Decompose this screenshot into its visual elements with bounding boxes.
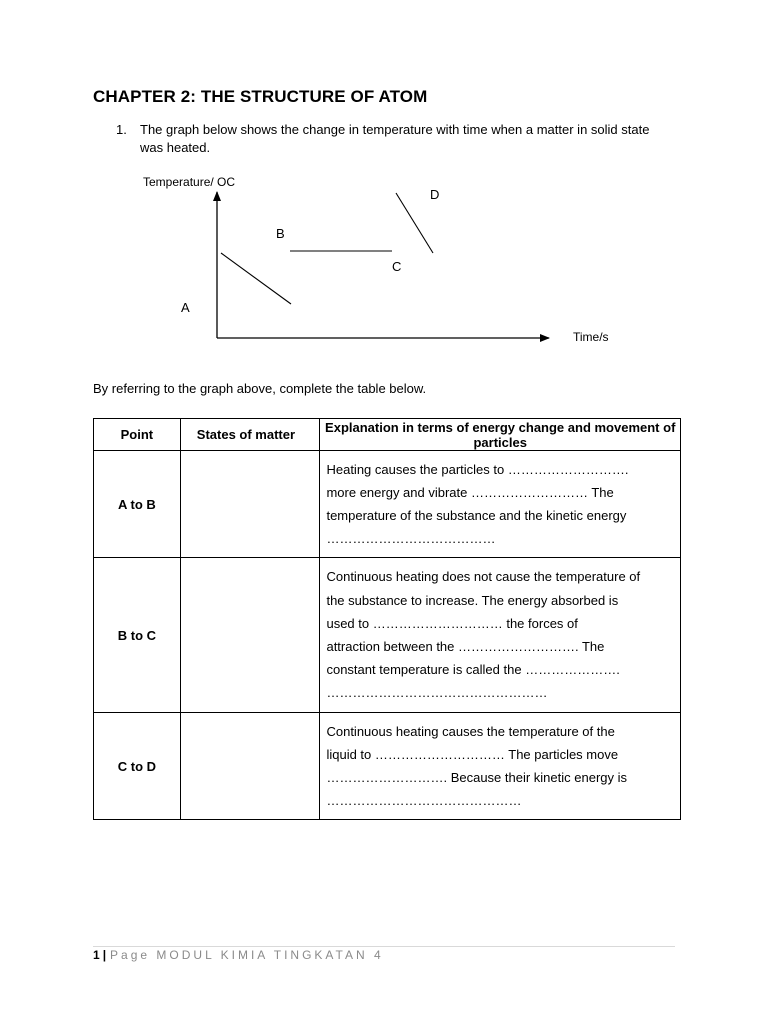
point-label-b: B	[276, 226, 285, 241]
point-label-d: D	[430, 187, 440, 202]
x-axis-label: Time/s	[573, 330, 609, 344]
question-text: The graph below shows the change in temperature with time when a matter in solid state was heated.	[140, 122, 650, 155]
footer-separator: |	[102, 948, 107, 962]
explanation-line: Continuous heating does not cause the temperature of	[326, 569, 641, 585]
answer-table	[93, 418, 681, 820]
header-explanation: Explanation in terms of energy change and movement of particles	[320, 419, 681, 451]
explanation-line: temperature of the substance and the kinetic energy	[326, 508, 627, 523]
row-point: B to C	[94, 558, 181, 713]
page-number: 1	[93, 948, 100, 962]
page-footer	[93, 948, 384, 962]
segment-a-b	[221, 253, 291, 304]
row-state-cell[interactable]	[180, 451, 320, 558]
table-instruction: By referring to the graph above, complete the table below.	[93, 381, 427, 396]
explanation-line: ………………………………………	[326, 793, 522, 809]
table-row	[94, 713, 681, 820]
row-state-cell[interactable]	[180, 558, 320, 713]
footer-label: Page MODUL KIMIA TINGKATAN 4	[110, 948, 384, 962]
row-state-cell[interactable]	[180, 713, 320, 820]
table-header-row	[94, 419, 681, 451]
point-label-c: C	[392, 259, 402, 274]
table-row	[94, 558, 681, 713]
explanation-line: ……………………………………………	[326, 685, 548, 701]
header-point: Point	[94, 419, 181, 451]
table-row	[94, 451, 681, 558]
segment-c-d	[396, 193, 433, 253]
y-axis-label: Temperature/ OC	[143, 175, 236, 189]
question-number: 1.	[116, 122, 127, 137]
explanation-line: used to ………………………… the forces of	[326, 615, 578, 631]
row-point: C to D	[94, 713, 181, 820]
row-explanation	[320, 713, 681, 820]
explanation-line: …………………………………	[326, 531, 496, 547]
explanation-line: liquid to ………………………… The particles move	[326, 746, 619, 762]
row-explanation	[320, 451, 681, 558]
explanation-line: ………………………. Because their kinetic energy is	[326, 770, 628, 785]
explanation-line: constant temperature is called the ………………….	[326, 662, 620, 678]
header-states-of-matter: States of matter	[180, 419, 320, 451]
row-point: A to B	[94, 451, 181, 558]
explanation-line: more energy and vibrate ……………………… The	[326, 484, 614, 500]
explanation-line: Heating causes the particles to ……………………….	[326, 461, 629, 477]
footer-divider	[93, 946, 675, 947]
temperature-time-graph	[0, 0, 768, 370]
explanation-line: attraction between the ………………………. The	[326, 639, 605, 654]
point-label-a: A	[181, 300, 190, 315]
row-explanation	[320, 558, 681, 713]
explanation-line: the substance to increase. The energy absorbed is	[326, 592, 619, 608]
explanation-line: Continuous heating causes the temperature of the	[326, 723, 615, 739]
page-title: CHAPTER 2: THE STRUCTURE OF ATOM	[93, 87, 428, 106]
